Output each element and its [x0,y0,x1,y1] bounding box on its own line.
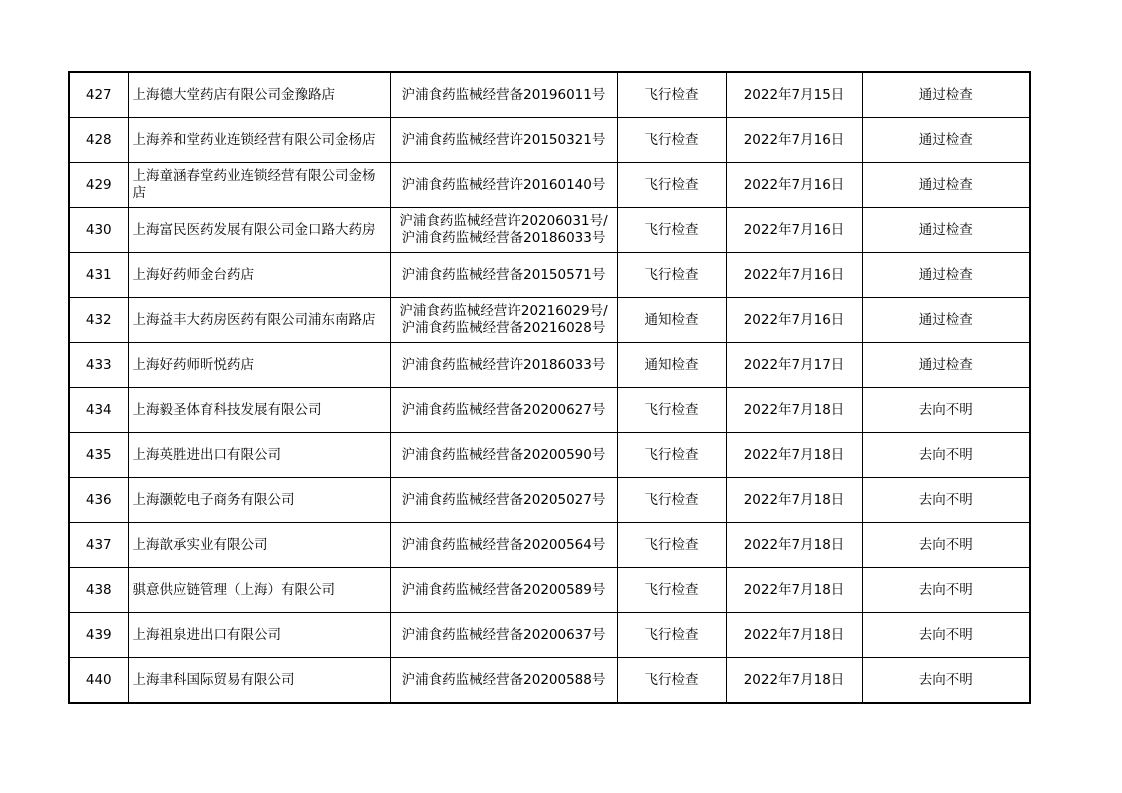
license-cell [390,433,617,478]
license-line: 沪浦食药监械经营备20200589号 [401,581,606,598]
inspection-date-cell: 2022年7月16日 [726,208,862,253]
inspection-date-cell: 2022年7月18日 [726,478,862,523]
license-cell [390,343,617,388]
inspection-type-cell: 飞行检查 [617,72,726,118]
inspection-date-cell: 2022年7月18日 [726,613,862,658]
license-cell [390,613,617,658]
row-number-cell: 432 [69,298,128,343]
license-cell [390,658,617,704]
inspection-type-cell: 飞行检查 [617,613,726,658]
company-name-cell: 上海德大堂药店有限公司金豫路店 [128,72,390,118]
table-row [69,163,1030,208]
result-cell: 通过检查 [862,343,1030,388]
license-line: 沪浦食药监械经营许20150321号 [401,131,606,148]
result-cell: 通过检查 [862,208,1030,253]
result-cell: 去向不明 [862,658,1030,704]
inspection-date-cell: 2022年7月18日 [726,523,862,568]
row-number-cell: 438 [69,568,128,613]
table-row [69,478,1030,523]
license-cell [390,298,617,343]
table-body [69,72,1030,703]
license-line: 沪浦食药监械经营备20186033号 [401,230,606,246]
license-cell [390,208,617,253]
license-cell [390,163,617,208]
table-row [69,72,1030,118]
row-number-cell: 439 [69,613,128,658]
inspection-type-cell: 通知检查 [617,298,726,343]
company-name-cell: 上海歆承实业有限公司 [128,523,390,568]
inspection-type-cell: 飞行检查 [617,658,726,704]
inspection-date-cell: 2022年7月17日 [726,343,862,388]
row-number-cell: 429 [69,163,128,208]
table-row [69,208,1030,253]
row-number-cell: 433 [69,343,128,388]
table-row [69,568,1030,613]
inspection-date-cell: 2022年7月15日 [726,72,862,118]
inspection-date-cell: 2022年7月18日 [726,568,862,613]
license-line: 沪浦食药监械经营备20196011号 [401,86,606,103]
result-cell: 通过检查 [862,118,1030,163]
row-number-cell: 428 [69,118,128,163]
company-name-cell: 骐意供应链管理（上海）有限公司 [128,568,390,613]
table-row [69,658,1030,704]
inspection-date-cell: 2022年7月18日 [726,433,862,478]
row-number-cell: 431 [69,253,128,298]
result-cell: 去向不明 [862,523,1030,568]
company-name-cell: 上海灏乾电子商务有限公司 [128,478,390,523]
license-line: 沪浦食药监械经营备20200627号 [401,401,606,418]
table-row [69,118,1030,163]
inspection-type-cell: 飞行检查 [617,523,726,568]
license-cell [390,478,617,523]
company-name-cell: 上海好药师昕悦药店 [128,343,390,388]
result-cell: 去向不明 [862,433,1030,478]
result-cell: 去向不明 [862,613,1030,658]
license-cell [390,523,617,568]
license-line: 沪浦食药监械经营备20150571号 [401,266,606,283]
company-name-cell: 上海聿科国际贸易有限公司 [128,658,390,704]
inspection-date-cell: 2022年7月16日 [726,118,862,163]
table-row [69,343,1030,388]
inspection-type-cell: 飞行检查 [617,253,726,298]
result-cell: 通过检查 [862,253,1030,298]
license-line: 沪浦食药监械经营备20205027号 [401,491,606,508]
inspection-date-cell: 2022年7月16日 [726,163,862,208]
inspection-type-cell: 通知检查 [617,343,726,388]
row-number-cell: 435 [69,433,128,478]
row-number-cell: 434 [69,388,128,433]
inspection-type-cell: 飞行检查 [617,478,726,523]
inspection-date-cell: 2022年7月18日 [726,658,862,704]
row-number-cell: 437 [69,523,128,568]
company-name-cell: 上海毅圣体育科技发展有限公司 [128,388,390,433]
license-line: 沪浦食药监械经营许20160140号 [401,176,606,193]
table-row [69,433,1030,478]
license-cell [390,118,617,163]
inspection-type-cell: 飞行检查 [617,433,726,478]
license-cell [390,568,617,613]
license-line: 沪浦食药监械经营备20216028号 [401,320,606,336]
company-name-cell: 上海祖泉进出口有限公司 [128,613,390,658]
result-cell: 通过检查 [862,72,1030,118]
company-name-cell: 上海富民医药发展有限公司金口路大药房 [128,208,390,253]
license-line: 沪浦食药监械经营备20200590号 [401,446,606,463]
license-line: 沪浦食药监械经营许20206031号/ [399,213,608,229]
company-name-cell: 上海童涵春堂药业连锁经营有限公司金杨店 [128,163,390,208]
license-line: 沪浦食药监械经营备20200564号 [401,536,606,553]
company-name-cell: 上海好药师金台药店 [128,253,390,298]
company-name-cell: 上海益丰大药房医药有限公司浦东南路店 [128,298,390,343]
license-cell [390,388,617,433]
inspection-date-cell: 2022年7月16日 [726,253,862,298]
inspection-date-cell: 2022年7月16日 [726,298,862,343]
result-cell: 去向不明 [862,478,1030,523]
row-number-cell: 440 [69,658,128,704]
license-line: 沪浦食药监械经营备20200588号 [401,671,606,688]
table-row [69,298,1030,343]
table-row [69,388,1030,433]
result-cell: 通过检查 [862,163,1030,208]
license-line: 沪浦食药监械经营许20186033号 [401,356,606,373]
license-cell [390,72,617,118]
company-name-cell: 上海英胜进出口有限公司 [128,433,390,478]
inspection-type-cell: 飞行检查 [617,388,726,433]
table-row [69,523,1030,568]
result-cell: 去向不明 [862,568,1030,613]
license-line: 沪浦食药监械经营许20216029号/ [399,303,608,319]
row-number-cell: 430 [69,208,128,253]
row-number-cell: 427 [69,72,128,118]
result-cell: 通过检查 [862,298,1030,343]
result-cell: 去向不明 [862,388,1030,433]
row-number-cell: 436 [69,478,128,523]
table-row [69,613,1030,658]
inspection-type-cell: 飞行检查 [617,568,726,613]
inspection-type-cell: 飞行检查 [617,208,726,253]
inspection-date-cell: 2022年7月18日 [726,388,862,433]
table-row [69,253,1030,298]
inspection-table [68,71,1031,704]
inspection-type-cell: 飞行检查 [617,163,726,208]
company-name-cell: 上海养和堂药业连锁经营有限公司金杨店 [128,118,390,163]
inspection-type-cell: 飞行检查 [617,118,726,163]
license-cell [390,253,617,298]
license-line: 沪浦食药监械经营备20200637号 [401,626,606,643]
